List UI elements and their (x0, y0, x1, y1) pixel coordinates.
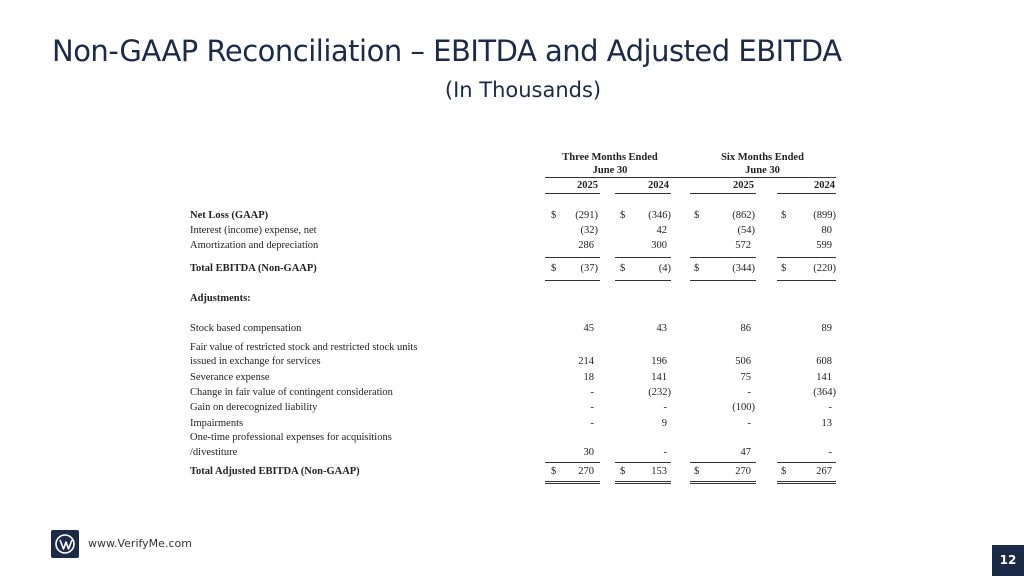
value-q-2024: (232) (648, 387, 671, 398)
year-rule-1 (545, 193, 600, 194)
year-rule-3 (690, 193, 756, 194)
value-q-2024: 141 (651, 372, 667, 383)
row-label: Total Adjusted EBITDA (Non-GAAP) (190, 466, 360, 477)
table-row (0, 356, 1024, 370)
value-s-2024: (364) (813, 387, 836, 398)
adj-subtotal-rule-3 (690, 462, 756, 463)
row-label: Adjustments: (190, 293, 251, 304)
dollar-sign: $ (620, 466, 626, 477)
value-q-2025: 214 (578, 356, 594, 367)
page-number: 12 (992, 545, 1024, 576)
value-s-2025: (344) (732, 263, 755, 274)
value-q-2025: - (590, 387, 594, 398)
dollar-sign: $ (781, 466, 787, 477)
total-rule-3 (690, 280, 756, 281)
value-q-2024: - (663, 447, 667, 458)
table-row (0, 432, 1024, 446)
table-row (0, 342, 1024, 356)
value-q-2024: 196 (651, 356, 667, 367)
header-six-months-line2: June 30 (745, 165, 780, 176)
value-q-2025: 45 (583, 323, 594, 334)
final-double-rule-3 (690, 483, 756, 484)
header-three-months-line2: June 30 (592, 165, 628, 176)
final-double-rule-4 (777, 483, 836, 484)
row-label: Gain on derecognized liability (190, 402, 318, 413)
total-rule-4 (777, 280, 836, 281)
value-s-2024: (220) (813, 263, 836, 274)
value-q-2025: 270 (578, 466, 594, 477)
table-row (0, 418, 1024, 432)
year-col-2: 2024 (648, 180, 669, 191)
dollar-sign: $ (694, 210, 700, 221)
page-title: Non-GAAP Reconciliation – EBITDA and Adjusted EBITDA (52, 34, 842, 68)
value-q-2024: (346) (648, 210, 671, 221)
header-three-months-line1: Three Months Ended (562, 152, 658, 163)
value-s-2025: 86 (740, 323, 751, 334)
header-six-months-line1: Six Months Ended (721, 152, 804, 163)
value-s-2024: 13 (821, 418, 832, 429)
final-double-rule-2 (615, 483, 671, 484)
value-q-2025: - (590, 418, 594, 429)
value-q-2025: 18 (583, 372, 594, 383)
value-s-2024: 141 (816, 372, 832, 383)
adj-subtotal-rule-4 (777, 462, 836, 463)
table-row (0, 402, 1024, 416)
value-q-2024: 9 (661, 418, 667, 429)
dollar-sign: $ (551, 466, 557, 477)
value-q-2024: 42 (656, 225, 667, 236)
value-s-2025: 506 (735, 356, 751, 367)
header-six-months (690, 151, 835, 177)
value-q-2025: (291) (575, 210, 598, 221)
header-rule (545, 177, 836, 178)
footer-website-link[interactable]: www.VerifyMe.com (88, 537, 192, 550)
subtotal-rule-3 (690, 257, 756, 258)
final-rule-3 (690, 481, 756, 482)
row-label: Change in fair value of contingent consideration (190, 387, 393, 398)
value-q-2025: 30 (583, 447, 594, 458)
value-s-2024: 599 (816, 240, 832, 251)
value-s-2024: 267 (816, 466, 832, 477)
dollar-sign: $ (620, 263, 626, 274)
table-row (0, 466, 1024, 480)
dollar-sign: $ (551, 263, 557, 274)
table-row (0, 447, 1024, 461)
year-col-4: 2024 (814, 180, 835, 191)
value-s-2025: 572 (735, 240, 751, 251)
adj-subtotal-rule-2 (615, 462, 671, 463)
value-q-2024: 300 (651, 240, 667, 251)
final-rule-2 (615, 481, 671, 482)
value-s-2024: 608 (816, 356, 832, 367)
value-q-2024: 153 (651, 466, 667, 477)
year-col-1: 2025 (577, 180, 598, 191)
dollar-sign: $ (694, 263, 700, 274)
value-s-2024: - (828, 402, 832, 413)
dollar-sign: $ (620, 210, 626, 221)
value-s-2025: - (747, 387, 751, 398)
row-label: One-time professional expenses for acquisitions (190, 432, 392, 443)
year-rule-4 (777, 193, 836, 194)
value-s-2025: 47 (740, 447, 751, 458)
row-label: Net Loss (GAAP) (190, 210, 269, 221)
value-q-2025: - (590, 402, 594, 413)
value-s-2024: (899) (813, 210, 836, 221)
value-q-2025: (32) (580, 225, 598, 236)
row-label: Interest (income) expense, net (190, 225, 317, 236)
row-label: Impairments (190, 418, 244, 429)
row-label: Total EBITDA (Non-GAAP) (190, 263, 317, 274)
row-label: Fair value of restricted stock and restricted stock units (190, 342, 418, 353)
value-q-2024: (4) (658, 263, 671, 274)
value-q-2025: (37) (580, 263, 598, 274)
value-s-2024: 89 (821, 323, 832, 334)
dollar-sign: $ (781, 210, 787, 221)
subtotal-rule-1 (545, 257, 600, 258)
subtotal-rule-4 (777, 257, 836, 258)
year-rule-2 (615, 193, 671, 194)
table-row (0, 240, 1024, 254)
value-s-2025: (862) (732, 210, 755, 221)
value-q-2024: - (663, 402, 667, 413)
value-q-2024: 43 (656, 323, 667, 334)
table-row (0, 210, 1024, 224)
row-label: Amortization and depreciation (190, 240, 319, 251)
dollar-sign: $ (694, 466, 700, 477)
adj-subtotal-rule-1 (545, 462, 600, 463)
verifyme-logo-icon (51, 530, 79, 558)
table-row (0, 225, 1024, 239)
value-s-2025: 75 (740, 372, 751, 383)
table-row (0, 387, 1024, 401)
final-double-rule-1 (545, 483, 600, 484)
table-row (0, 372, 1024, 386)
table-row (0, 323, 1024, 337)
total-rule-1 (545, 280, 600, 281)
value-s-2025: - (747, 418, 751, 429)
value-s-2025: (54) (737, 225, 755, 236)
dollar-sign: $ (551, 210, 557, 221)
section-heading (0, 293, 1024, 307)
value-s-2025: 270 (735, 466, 751, 477)
value-s-2025: (100) (732, 402, 755, 413)
total-rule-2 (615, 280, 671, 281)
row-label: Stock based compensation (190, 323, 302, 334)
final-rule-1 (545, 481, 600, 482)
subtotal-rule-2 (615, 257, 671, 258)
page-subtitle: (In Thousands) (444, 78, 602, 102)
final-rule-4 (777, 481, 836, 482)
dollar-sign: $ (781, 263, 787, 274)
value-s-2024: 80 (821, 225, 832, 236)
row-label: Severance expense (190, 372, 270, 383)
row-label: issued in exchange for services (190, 356, 321, 367)
value-s-2024: - (828, 447, 832, 458)
row-label: /divestiture (190, 447, 238, 458)
value-q-2025: 286 (578, 240, 594, 251)
year-col-3: 2025 (733, 180, 754, 191)
table-row (0, 263, 1024, 277)
header-three-months (540, 151, 680, 177)
